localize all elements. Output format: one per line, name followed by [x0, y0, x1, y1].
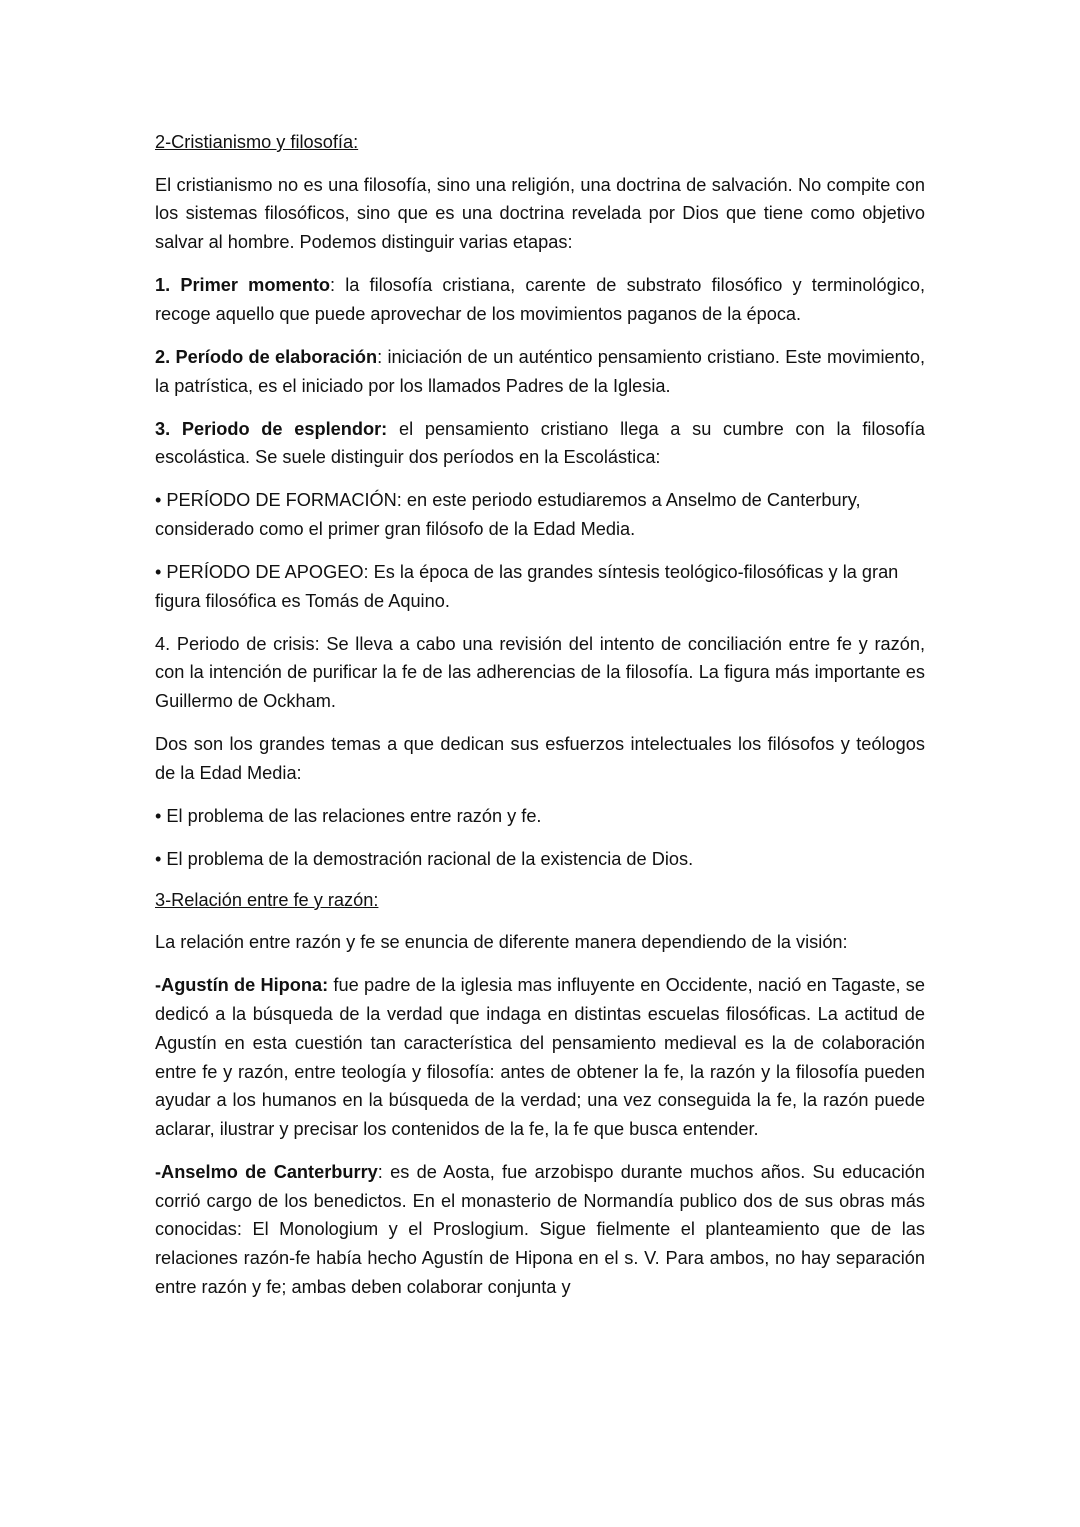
theme-1-bullet: • El problema de las relaciones entre razón y fe.	[155, 805, 542, 826]
agustin-paragraph	[155, 971, 925, 1143]
period-apogee-bullet: • PERÍODO DE APOGEO: Es la época de las grandes síntesis teológico-filosóficas y la gran figura filosófica es Tomás de Aquino.	[155, 561, 899, 611]
agustin-label: -Agustín de Hipona:	[155, 975, 329, 996]
stage-1-text: : la filosofía cristiana, carente de substrato filosófico y terminológico, recoge aquello que puede aprovechar de los movimientos paganos de la época.	[155, 275, 926, 324]
relation-intro-paragraph: La relación entre razón y fe se enuncia de diferente manera dependiendo de la visión:	[155, 932, 848, 953]
stage-4-paragraph: 4. Periodo de crisis: Se lleva a cabo una revisión del intento de conciliación entre fe y razón, con la intención de purificar la fe de las adherencias de la filosofía. La figura más importante es Guillermo de Ockham.	[155, 633, 925, 712]
intro-paragraph: El cristianismo no es una filosofía, sino una religión, una doctrina de salvación. No compite con los sistemas filosóficos, sino que es una doctrina revelada por Dios que tiene como objetivo salvar al hombre. Podemos distinguir varias etapas:	[155, 174, 925, 253]
stage-3-text: el pensamiento cristiano llega a su cumbre con la filosofía escolástica. Se suele distinguir dos períodos en la Escolástica:	[155, 418, 926, 468]
stage-2-paragraph	[155, 343, 925, 400]
document-page	[155, 128, 925, 1316]
theme-2-bullet: • El problema de la demostración racional de la existencia de Dios.	[155, 848, 694, 869]
section-heading-cristianismo: 2-Cristianismo y filosofía:	[155, 132, 359, 152]
anselmo-paragraph	[155, 1158, 925, 1302]
stage-3-label: 3. Periodo de esplendor:	[155, 418, 388, 439]
anselmo-label: -Anselmo de Canterburry	[155, 1161, 378, 1182]
stage-3-paragraph	[155, 415, 925, 472]
stage-2-text: : iniciación de un auténtico pensamiento cristiano. Este movimiento, la patrística, es el iniciado por los llamados Padres de la Iglesia.	[155, 346, 926, 396]
stage-1-label: 1. Primer momento	[155, 275, 330, 296]
section-heading-fe-razon: 3-Relación entre fe y razón:	[155, 889, 379, 910]
stage-2-label: 2. Período de elaboración	[155, 346, 378, 367]
period-formation-bullet: • PERÍODO DE FORMACIÓN: en este periodo estudiaremos a Anselmo de Canterbury, considerado como el primer gran filósofo de la Edad Media.	[155, 490, 861, 539]
anselmo-text: : es de Aosta, fue arzobispo durante muchos años. Su educación corrió cargo de los benedictos. En el monasterio de Normandía publico dos de sus obras más conocidas: El Monologium y el Proslogium. Sigue fielmente el planteamiento que de las relaciones razón-fe había hecho Agustín de Hipona en el s. V. Para ambos, no hay separación entre razón y fe; ambas deben colaborar conjunta y	[155, 1161, 926, 1297]
themes-intro-paragraph: Dos son los grandes temas a que dedican sus esfuerzos intelectuales los filósofos y teólogos de la Edad Media:	[155, 734, 925, 783]
agustin-text: fue padre de la iglesia mas influyente en Occidente, nació en Tagaste, se dedicó a la búsqueda de la verdad que indaga en distintas escuelas filosóficas. La actitud de Agustín en esta cuestión tan característica del pensamiento medieval es la de colaboración entre fe y razón, entre teología y filosofía: antes de obtener la fe, la razón y la filosofía pueden ayudar a los humanos en la búsqueda de la verdad; una vez conseguida la fe, la razón puede aclarar, ilustrar y precisar los contenidos de la fe, la fe que busca entender.	[155, 975, 925, 1139]
stage-1-paragraph	[155, 271, 925, 328]
